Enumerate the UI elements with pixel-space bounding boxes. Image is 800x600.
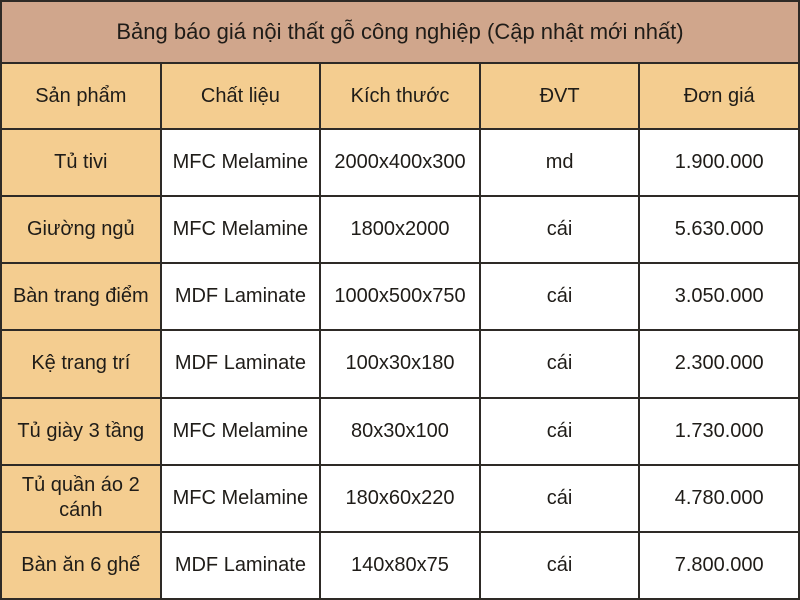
cell-price: 3.050.000: [640, 264, 798, 329]
cell-price: 5.630.000: [640, 197, 798, 262]
cell-material: MFC Melamine: [162, 399, 320, 464]
cell-unit: cái: [481, 331, 639, 396]
cell-size: 180x60x220: [321, 466, 479, 531]
cell-material: MFC Melamine: [162, 197, 320, 262]
cell-product: Kệ trang trí: [2, 331, 160, 396]
cell-price: 4.780.000: [640, 466, 798, 531]
cell-unit: cái: [481, 533, 639, 598]
cell-material: MFC Melamine: [162, 130, 320, 195]
column-header-material: Chất liệu: [162, 64, 320, 128]
cell-unit: md: [481, 130, 639, 195]
cell-material: MFC Melamine: [162, 466, 320, 531]
cell-size: 80x30x100: [321, 399, 479, 464]
cell-price: 1.900.000: [640, 130, 798, 195]
column-header-unit: ĐVT: [481, 64, 639, 128]
cell-product: Bàn trang điểm: [2, 264, 160, 329]
cell-product: Tủ quần áo 2 cánh: [2, 466, 160, 531]
column-header-size: Kích thước: [321, 64, 479, 128]
cell-product: Tủ giày 3 tầng: [2, 399, 160, 464]
cell-unit: cái: [481, 399, 639, 464]
cell-material: MDF Laminate: [162, 331, 320, 396]
cell-size: 2000x400x300: [321, 130, 479, 195]
cell-price: 2.300.000: [640, 331, 798, 396]
cell-product: Giường ngủ: [2, 197, 160, 262]
cell-unit: cái: [481, 264, 639, 329]
cell-size: 1000x500x750: [321, 264, 479, 329]
cell-size: 1800x2000: [321, 197, 479, 262]
cell-price: 1.730.000: [640, 399, 798, 464]
column-header-product: Sản phẩm: [2, 64, 160, 128]
table-title: Bảng báo giá nội thất gỗ công nghiệp (Cập nhật mới nhất): [2, 2, 798, 62]
cell-material: MDF Laminate: [162, 533, 320, 598]
cell-product: Tủ tivi: [2, 130, 160, 195]
column-header-price: Đơn giá: [640, 64, 798, 128]
cell-size: 140x80x75: [321, 533, 479, 598]
cell-unit: cái: [481, 466, 639, 531]
cell-price: 7.800.000: [640, 533, 798, 598]
cell-product: Bàn ăn 6 ghế: [2, 533, 160, 598]
cell-unit: cái: [481, 197, 639, 262]
cell-size: 100x30x180: [321, 331, 479, 396]
cell-material: MDF Laminate: [162, 264, 320, 329]
